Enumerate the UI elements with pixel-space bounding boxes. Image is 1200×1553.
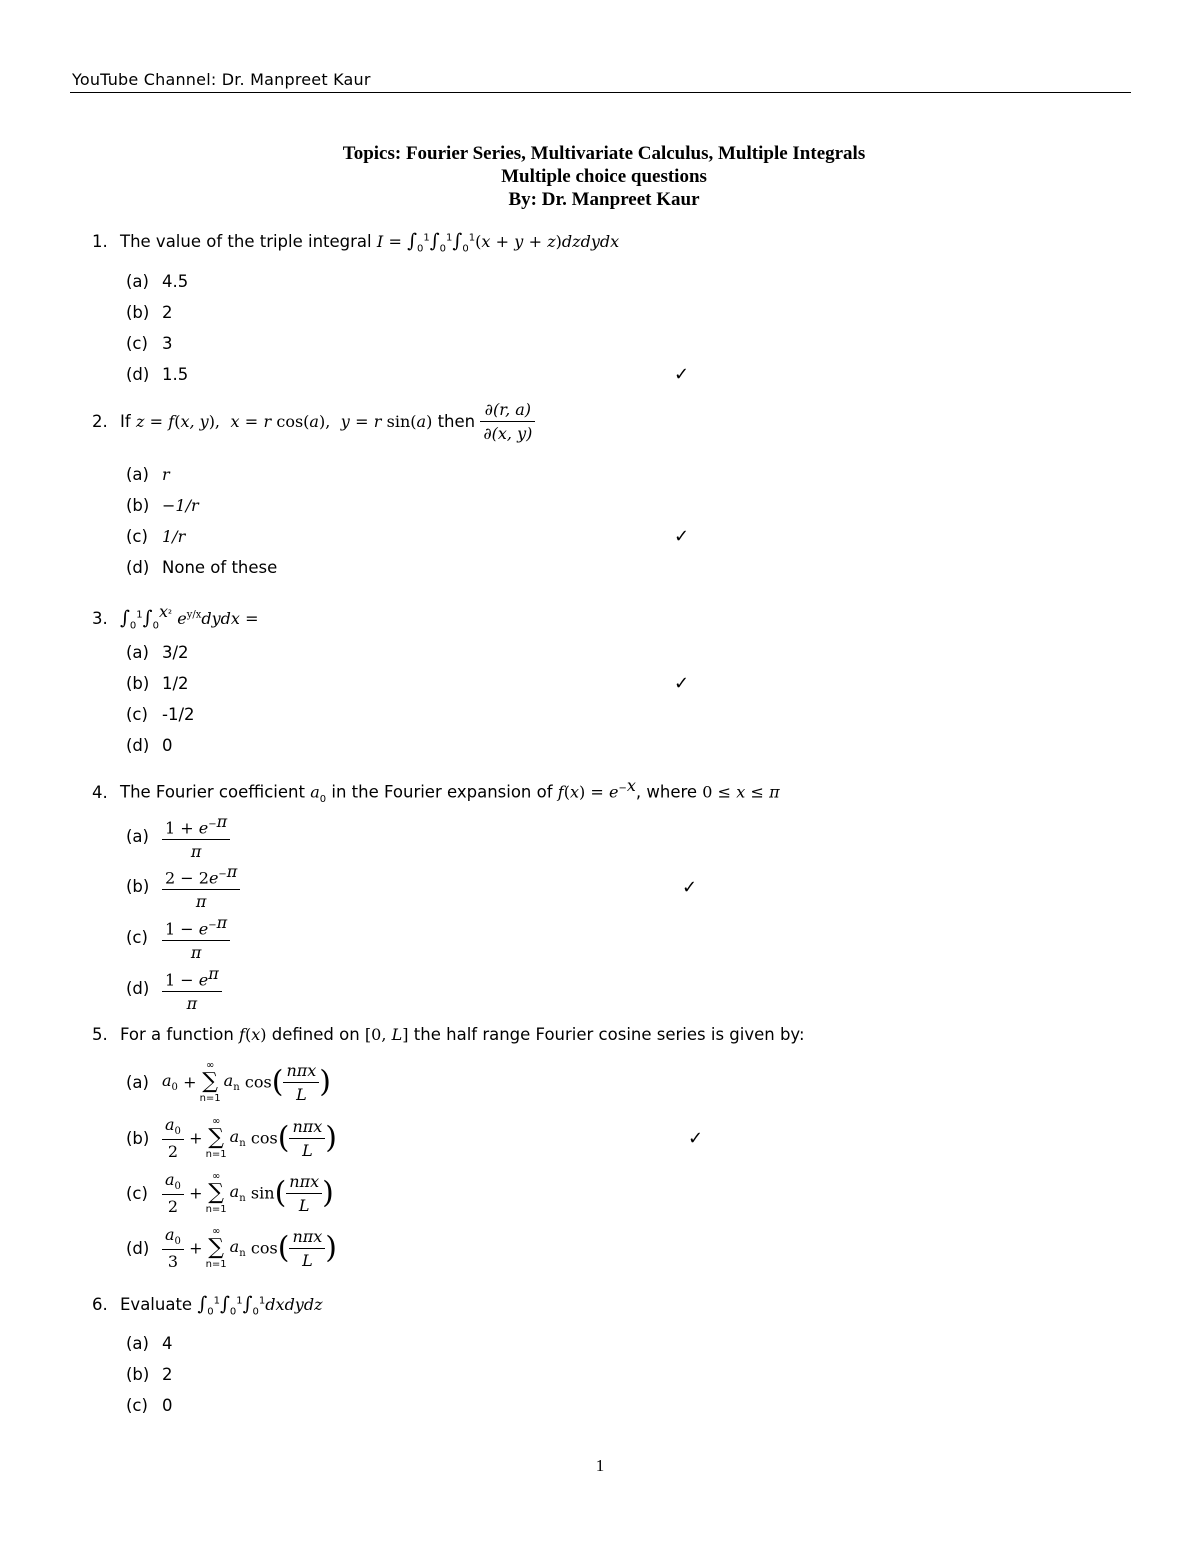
question-2 xyxy=(92,400,535,443)
math-expression: I xyxy=(376,232,384,251)
question-6: 6. Evaluate $\int_0^1\int_0^1\int_0^1dxdydz$ xyxy=(92,1293,323,1318)
question-4: 4. The Fourier coefficient $a_0$ in the Fourier expansion of $f(x) = e^{-x}$, where 0 ≤ x ≤ π xyxy=(92,776,780,805)
option-5a[interactable]: (a) $a_0$ + ∞ ∑ n=1 $a_n$ cos( $\frac{\text{nπx}}{L}$ ) xyxy=(126,1060,332,1104)
math-expression: $\int_0^1\int_0^{x^2}$ $e^{y/x}dydx$ = xyxy=(120,602,259,631)
correct-check-icon: ✓ xyxy=(674,526,690,547)
question-text: Evaluate xyxy=(120,1295,193,1314)
option-4a[interactable]: (a) $\frac{1 + e^{-\pi}}{\pi}$ xyxy=(126,812,230,861)
option-1d[interactable]: (d) 1.5 xyxy=(126,365,189,384)
option-2a[interactable]: (a) r xyxy=(126,465,170,484)
correct-check-icon: ✓ xyxy=(674,673,690,694)
header-channel: YouTube Channel: Dr. Manpreet Kaur xyxy=(72,70,371,89)
option-2d[interactable]: (d) None of these xyxy=(126,558,278,577)
option-4c[interactable]: (c) $\frac{1 - e^{-\pi}}{\pi}$ xyxy=(126,913,230,962)
option-6a[interactable]: (a) 4 xyxy=(126,1334,173,1353)
question-text: If xyxy=(120,412,131,431)
question-number: 5. xyxy=(92,1025,108,1044)
question-3 xyxy=(92,602,259,631)
title-author: By: Dr. Manpreet Kaur xyxy=(508,189,700,210)
option-2b[interactable]: (b) −1/r xyxy=(126,496,199,515)
title-subtitle: Multiple choice questions xyxy=(501,166,707,187)
page-number: 1 xyxy=(595,1456,605,1475)
question-1: 1. The value of the triple integral $I = \int_0^1\int_0^1\int_0^1(x + y$ + z)dzdydx xyxy=(92,230,620,255)
option-4d[interactable]: (d) $\frac{1 - e^\pi}{\pi}$ xyxy=(126,964,222,1013)
question-text: The value of the triple integral xyxy=(120,232,372,251)
option-1c[interactable]: (c) 3 xyxy=(126,334,173,353)
option-2c[interactable]: (c) 1/r xyxy=(126,527,186,546)
question-text: For a function xyxy=(120,1025,234,1044)
question-5: 5. For a function f(x) defined on [0, L] the half range Fourier cosine series is given by: xyxy=(92,1025,805,1044)
correct-check-icon: ✓ xyxy=(674,364,690,385)
question-number: 1. xyxy=(92,232,108,251)
option-5b[interactable]: (b) $\frac{a_0}{2}$ + ∞ ∑ n=1 $a_n$ cos( $\frac{\text{nπx}}{L}$ ) xyxy=(126,1115,338,1162)
option-5d[interactable]: (d) $\frac{a_0}{3}$ + ∞ ∑ n=1 $a_n$ cos( $\frac{\text{nπx}}{L}$ ) xyxy=(126,1225,338,1272)
option-4b[interactable]: (b) $\frac{2 - 2e^{-\pi}}{\pi}$ xyxy=(126,862,240,911)
option-3a[interactable]: (a) 3/2 xyxy=(126,643,189,662)
math-expression: z = f(x, y), x = r cos(a), y = r sin(a) xyxy=(135,412,433,431)
header-rule xyxy=(70,92,1131,93)
question-then: then xyxy=(437,412,476,431)
option-3c[interactable]: (c) -1/2 xyxy=(126,705,195,724)
option-6c[interactable]: (c) 0 xyxy=(126,1396,173,1415)
question-text: The Fourier coefficient xyxy=(120,782,305,802)
option-5c[interactable]: (c) $\frac{a_0}{2}$ + ∞ ∑ n=1 $a_n$ sin( $\frac{\text{nπx}}{L}$ ) xyxy=(126,1170,334,1217)
question-number: 4. xyxy=(92,782,108,802)
option-3b[interactable]: (b) 1/2 xyxy=(126,674,189,693)
question-number: 6. xyxy=(92,1295,108,1314)
correct-check-icon: ✓ xyxy=(682,877,698,898)
correct-check-icon: ✓ xyxy=(688,1128,704,1149)
jacobian-fraction: $\frac{\partial(r, a)}{\partial(x, y)}$ xyxy=(480,400,535,443)
option-1a[interactable]: (a) 4.5 xyxy=(126,272,189,291)
option-1b[interactable]: (b) 2 xyxy=(126,303,173,322)
title-topics: Topics: Fourier Series, Multivariate Calculus, Multiple Integrals xyxy=(342,143,866,164)
question-number: 2. xyxy=(92,412,108,431)
question-number: 3. xyxy=(92,608,108,628)
option-6b[interactable]: (b) 2 xyxy=(126,1365,173,1384)
option-3d[interactable]: (d) 0 xyxy=(126,736,173,755)
title-block xyxy=(0,142,1200,211)
